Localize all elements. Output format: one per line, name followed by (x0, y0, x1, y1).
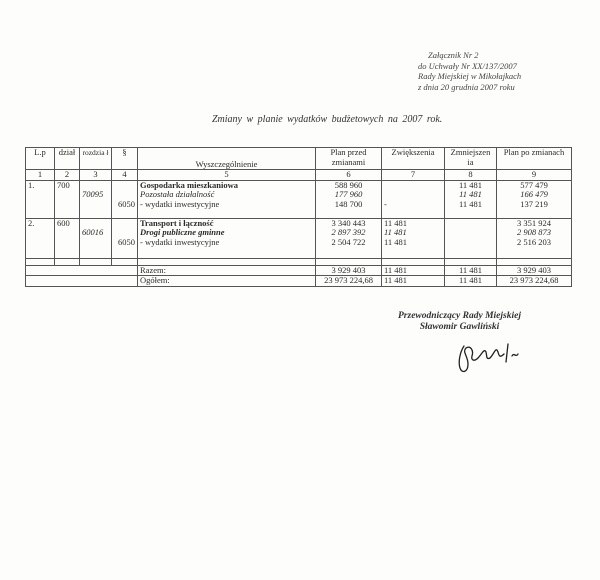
row-lp: 1. (26, 180, 55, 218)
paragraph-value: 6050 (118, 236, 135, 247)
rozdzial-value: 60016 (82, 227, 104, 237)
total-decreases: 11 481 (445, 276, 497, 287)
value: 166 479 (520, 189, 548, 199)
value: 177 960 (334, 189, 363, 199)
row-decreases (445, 180, 497, 218)
row-rozdzial (80, 218, 112, 258)
value: 11 481 (384, 217, 408, 228)
col-number: 5 (138, 170, 316, 181)
total-label: Ogółem: (138, 276, 316, 287)
value: - (384, 198, 387, 209)
col-number: 7 (382, 170, 445, 181)
row-increases (382, 218, 445, 258)
table-row (26, 218, 572, 258)
chapter-name: Pozostała działalność (140, 189, 215, 199)
col-number: 2 (55, 170, 80, 181)
handwritten-signature (450, 338, 540, 378)
budget-changes-table (25, 147, 572, 287)
value: 11 481 (384, 227, 407, 237)
column-number-row (26, 170, 572, 181)
value: 11 481 (458, 179, 483, 190)
resolution-date: z dnia 20 grudnia 2007 roku (418, 81, 515, 92)
value: 11 481 (384, 236, 408, 247)
value (447, 219, 494, 229)
row-increases (382, 180, 445, 218)
row-plan-after (497, 180, 572, 218)
col-number: 3 (80, 170, 112, 181)
attachment-number: Załącznik Nr 2 (428, 50, 479, 60)
header-lp: L.p (26, 148, 55, 170)
value: 2 908 873 (517, 227, 551, 237)
value: 577 479 (520, 179, 548, 190)
header-paragraph: § (112, 148, 138, 170)
spacer-row (26, 258, 572, 265)
value (384, 190, 442, 200)
item-name: - wydatki inwestycyjne (140, 236, 220, 247)
council-name: Rady Miejskiej w Mikołajkach (418, 71, 522, 81)
total-plan-after: 23 973 224,68 (497, 276, 572, 287)
document-title: Zmiany w planie wydatków budżetowych na 2007 rok. (212, 114, 443, 125)
header-plan-after: Plan po zmianach (497, 148, 572, 170)
col-number: 1 (26, 170, 55, 181)
subtotal-decreases: 11 481 (445, 265, 497, 276)
col-number: 6 (316, 170, 382, 181)
value (447, 238, 494, 248)
header-rozdzial: rozdzia ł (80, 148, 112, 170)
row-description (138, 218, 316, 258)
row-paragraph (112, 218, 138, 258)
attachment-note (418, 50, 521, 92)
value: 2 504 722 (331, 236, 366, 247)
total-plan-before: 23 973 224,68 (316, 276, 382, 287)
value (447, 228, 494, 238)
chapter-name: Drogi publiczne gminne (140, 227, 225, 237)
row-decreases (445, 218, 497, 258)
header-increases: Zwiększenia (382, 148, 445, 170)
section-name: Gospodarka mieszkaniowa (140, 179, 238, 190)
rozdzial-value: 70095 (82, 189, 104, 199)
value: 2 897 392 (331, 227, 366, 237)
header-dzial: dział (55, 148, 80, 170)
value: 148 700 (334, 198, 363, 209)
value: 588 960 (334, 179, 363, 190)
row-plan-before (316, 218, 382, 258)
col-number: 9 (497, 170, 572, 181)
header-plan-before: Plan przed zmianami (316, 148, 382, 170)
row-lp: 2. (26, 218, 55, 258)
row-plan-before (316, 180, 382, 218)
resolution-number: do Uchwały Nr XX/137/2007 (418, 60, 517, 71)
subtotal-plan-before: 3 929 403 (316, 265, 382, 276)
signer-name: Sławomir Gawliński (419, 322, 500, 332)
value: 11 481 (459, 189, 482, 199)
subtotal-increases: 11 481 (382, 265, 445, 276)
value: 3 340 443 (331, 217, 366, 228)
col-number: 8 (445, 170, 497, 181)
subtotal-row (26, 265, 572, 276)
subtotal-label: Razem: (138, 265, 316, 276)
paragraph-value: 6050 (118, 198, 135, 209)
value: 2 516 203 (517, 236, 551, 247)
value: 137 219 (520, 198, 548, 209)
row-dzial: 700 (55, 180, 80, 218)
row-rozdzial (80, 180, 112, 218)
header-row (26, 148, 572, 170)
signature-block (398, 311, 521, 333)
table-row (26, 180, 572, 218)
item-name: - wydatki inwestycyjne (140, 198, 220, 209)
row-description (138, 180, 316, 218)
total-increases: 11 481 (382, 276, 445, 287)
value: 11 481 (458, 198, 483, 209)
row-paragraph (112, 180, 138, 218)
header-decreases: Zmniejszen ia (445, 148, 497, 170)
value: 3 351 924 (517, 217, 551, 228)
value (384, 181, 442, 191)
row-plan-after (497, 218, 572, 258)
header-description: Wyszczególnienie (138, 148, 316, 170)
signer-role: Przewodniczący Rady Miejskiej (398, 311, 521, 321)
subtotal-plan-after: 3 929 403 (497, 265, 572, 276)
row-dzial: 600 (55, 218, 80, 258)
col-number: 4 (112, 170, 138, 181)
section-name: Transport i łączność (140, 217, 214, 228)
total-row (26, 276, 572, 287)
